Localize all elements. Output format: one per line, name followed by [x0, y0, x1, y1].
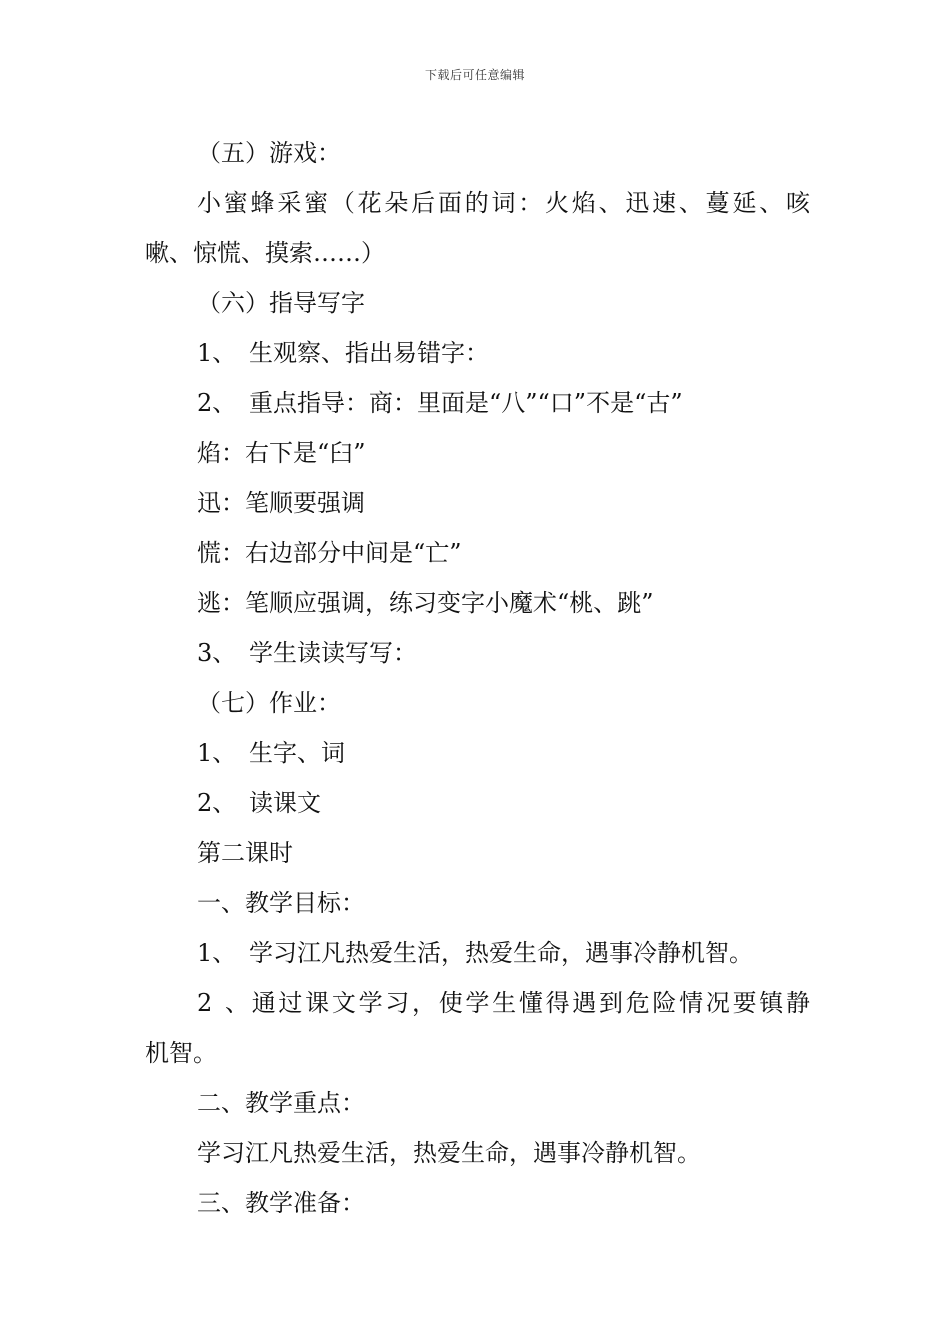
paragraph-line: 焰：右下是“臼”	[197, 439, 366, 467]
list-text: 学习江凡热爱生活，热爱生命，遇事冷静机智。	[249, 939, 753, 967]
list-text: 读课文	[249, 789, 321, 817]
list-number: 1、	[197, 739, 237, 767]
paragraph-line: 小蜜蜂采蜜（花朵后面的词：火焰、迅速、蔓延、咳	[197, 189, 810, 217]
list-item	[145, 778, 810, 828]
section-heading-writing: （六）指导写字	[197, 289, 365, 317]
list-item	[145, 978, 810, 1028]
paragraph-line: 慌：右边部分中间是“亡”	[197, 539, 462, 567]
paragraph-line: 逃：笔顺应强调，练习变字小魔术“桃、跳”	[197, 589, 654, 617]
document-body	[145, 128, 810, 1228]
list-text: 学生读读写写：	[249, 639, 417, 667]
paragraph-line: 嗽、惊慌、摸索……）	[145, 239, 385, 267]
list-text: 生字、词	[249, 739, 345, 767]
paragraph-line: 学习江凡热爱生活，热爱生命，遇事冷静机智。	[197, 1139, 701, 1167]
section-heading-preparation: 三、教学准备：	[197, 1189, 365, 1217]
list-number: 2、	[197, 389, 237, 417]
list-text: 生观察、指出易错字：	[249, 339, 489, 367]
section-heading-game: （五）游戏：	[197, 139, 341, 167]
section-heading-homework: （七）作业：	[197, 689, 341, 717]
paragraph-line: 机智。	[145, 1039, 217, 1067]
section-heading-goals: 一、教学目标：	[197, 889, 365, 917]
lesson-title: 第二课时	[197, 839, 293, 867]
list-number: 3、	[197, 639, 237, 667]
list-item	[145, 728, 810, 778]
page-header: 下载后可任意编辑	[424, 68, 525, 82]
list-item	[145, 628, 810, 678]
list-number: 1、	[197, 339, 237, 367]
list-number: 1、	[197, 939, 237, 967]
list-number: 2、	[197, 789, 237, 817]
list-text: 通过课文学习，使学生懂得遇到危险情况要镇静	[249, 989, 810, 1017]
list-number: 2、	[197, 989, 249, 1017]
list-item	[145, 378, 810, 428]
paragraph-line: 迅：笔顺要强调	[197, 489, 365, 517]
list-text: 重点指导：商：里面是“八”“口”不是“古”	[249, 389, 683, 417]
list-item	[145, 328, 810, 378]
section-heading-key-points: 二、教学重点：	[197, 1089, 365, 1117]
list-item	[145, 928, 810, 978]
